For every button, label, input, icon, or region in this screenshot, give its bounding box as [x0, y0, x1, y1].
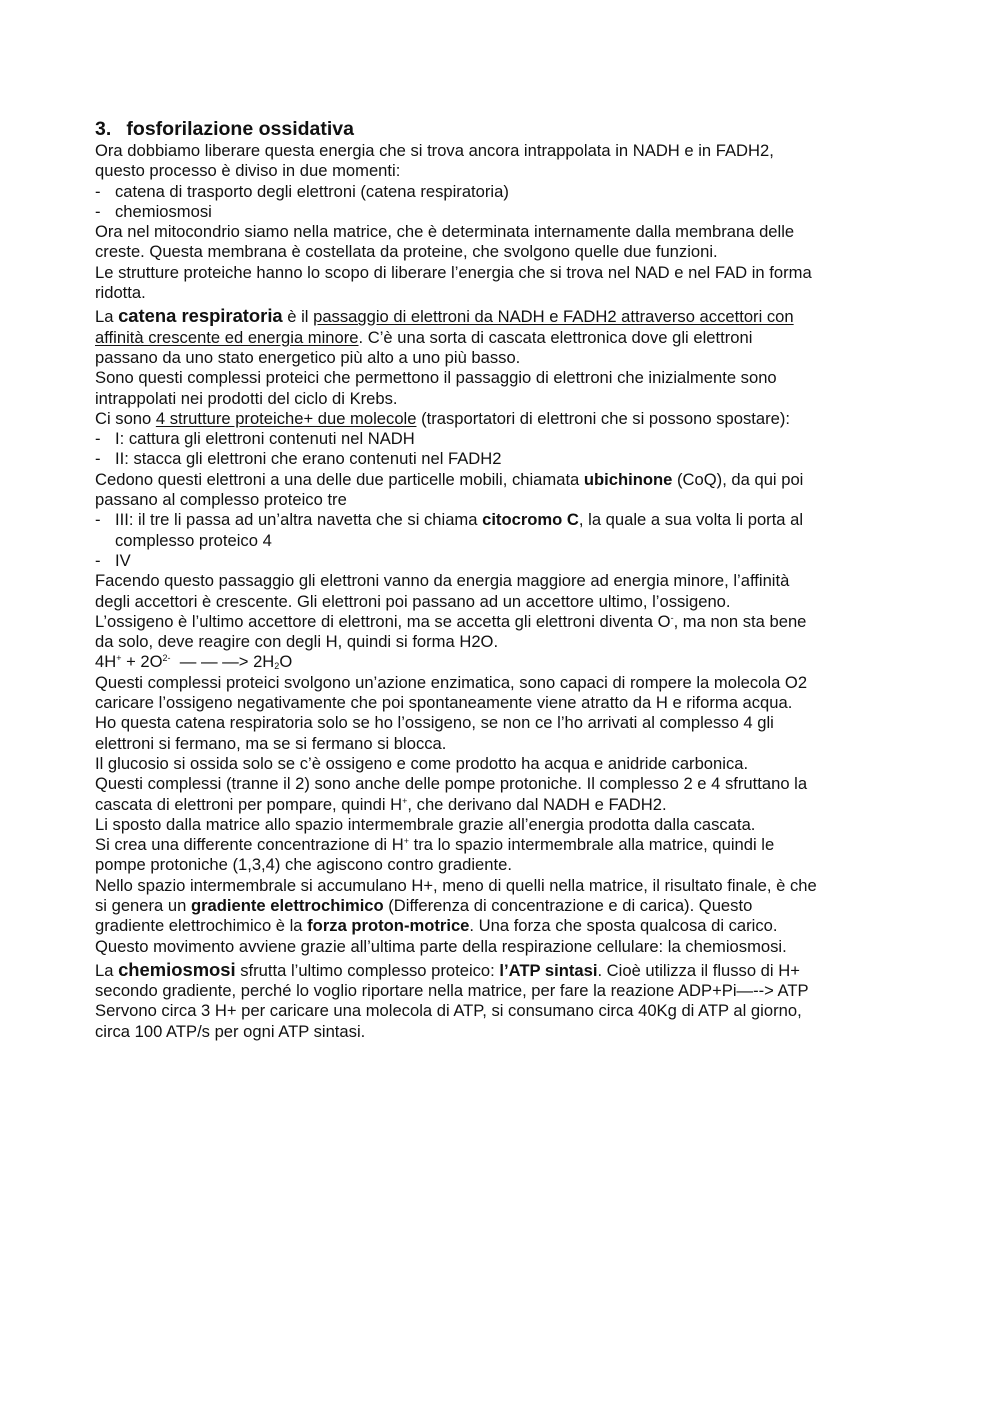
- term-catena-respiratoria: catena respiratoria: [118, 305, 283, 327]
- paragraph-line: Nello spazio intermembrale si accumulano H+, meno di quelli nella matrice, il risultato finale, è che: [95, 875, 817, 895]
- paragraph-line: Si crea una differente concentrazione di H+ tra lo spazio intermembrale alla matrice, quindi le: [95, 835, 775, 855]
- term-ubichinone: ubichinone: [583, 469, 673, 489]
- list-item: - catena di trasporto degli elettroni (catena respiratoria): [95, 181, 509, 201]
- chemiosmosi-line-1: La chemiosmosi sfrutta l’ultimo complesso proteico: l’ATP sintasi. Cioè utilizza il flusso di H+: [95, 958, 800, 980]
- paragraph-line: Questo movimento avviene grazie all’ultima parte della respirazione cellulare: la chemiosmosi.: [95, 936, 787, 956]
- paragraph-line: passano al complesso proteico tre: [95, 490, 347, 510]
- document-page: [95, 117, 915, 1042]
- chemical-equation: $4H^+ + 2O^{2-}$ — — —> $2H_2O$: [95, 652, 293, 672]
- paragraph-line: Cedono questi elettroni a una delle due particelle mobili, chiamata ubichinone (CoQ), da qui poi: [95, 469, 804, 489]
- bullet-dash: -: [95, 510, 101, 530]
- paragraph-line: pompe protoniche (1,3,4) che agiscono contro gradiente.: [95, 855, 512, 875]
- list-item: - III: il tre li passa ad un’altra navetta che si chiama citocromo C, la quale a sua volta li porta al complesso proteico 4: [95, 510, 804, 550]
- paragraph-line: Questi complessi (tranne il 2) sono anche delle pompe protoniche. Il complesso 2 e 4 sfruttano la: [95, 774, 808, 794]
- term-atp-sintasi: l’ATP sintasi: [499, 960, 598, 980]
- paragraph-line: Il glucosio si ossida solo se c’è ossigeno e come prodotto ha acqua e anidride carbonica.: [95, 753, 749, 773]
- catena-definition-line-1: La catena respiratoria è il passaggio di elettroni da NADH e FADH2 attraverso accettori con: [95, 305, 794, 327]
- paragraph-line: si genera un gradiente elettrochimico (Differenza di concentrazione e di carica). Questo: [95, 895, 753, 915]
- paragraph-line: Questi complessi proteici svolgono un’azione enzimatica, sono capaci di rompere la molecola O2: [95, 672, 808, 692]
- paragraph-line: Servono circa 3 H+ per caricare una molecola di ATP, si consumano circa 40Kg di ATP al giorno,: [95, 1001, 802, 1021]
- section-title: fosforilazione ossidativa: [126, 118, 354, 140]
- paragraph-line: Ci sono 4 strutture proteiche+ due molecole (trasportatori di elettroni che si possono spostare):: [95, 408, 791, 428]
- list-item: - I: cattura gli elettroni contenuti nel NADH: [95, 429, 415, 449]
- paragraph-line: Le strutture proteiche hanno lo scopo di liberare l’energia che si trova nel NAD e nel FAD in forma: [95, 262, 812, 282]
- paragraph-line: elettroni si fermano, ma se si fermano si blocca.: [95, 733, 447, 753]
- paragraph-line: gradiente elettrochimico è la forza proton-motrice. Una forza che sposta qualcosa di carico.: [95, 916, 778, 936]
- paragraph-line: circa 100 ATP/s per ogni ATP sintasi.: [95, 1021, 366, 1041]
- list-item: - IV: [95, 550, 131, 570]
- list-item: - chemiosmosi: [95, 201, 212, 221]
- paragraph-line: intrappolati nei prodotti del ciclo di Krebs.: [95, 388, 398, 408]
- paragraph-line: da solo, deve reagire con degli H, quindi si forma H2O.: [95, 632, 499, 652]
- paragraph-line: Ora nel mitocondrio siamo nella matrice, che è determinata internamente dalla membrana delle: [95, 222, 795, 242]
- paragraph-line: Li sposto dalla matrice allo spazio intermembrale grazie all’energia prodotta dalla cascata.: [95, 814, 756, 834]
- underlined-phrase: 4 strutture proteiche+ due molecole: [155, 408, 417, 428]
- bullet-dash: -: [95, 550, 101, 570]
- paragraph-line: L’ossigeno è l’ultimo accettore di elettroni, ma se accetta gli elettroni diventa O-, ma non sta bene: [95, 611, 807, 631]
- bullet-dash: -: [95, 429, 101, 449]
- paragraph-line: Facendo questo passaggio gli elettroni vanno da energia maggiore ad energia minore, l’affinità: [95, 571, 790, 591]
- paragraph-line: creste. Questa membrana è costellata da proteine, che svolgono quelle due funzioni.: [95, 242, 718, 262]
- paragraph-line: cascata di elettroni per pompare, quindi H+, che derivano dal NADH e FADH2.: [95, 794, 667, 814]
- term-gradiente-elettrochimico: gradiente elettrochimico: [190, 895, 384, 915]
- paragraph-line: Sono questi complessi proteici che permettono il passaggio di elettroni che inizialmente sono: [95, 368, 777, 388]
- term-citocromo-c: citocromo C: [482, 510, 579, 530]
- underlined-definition: affinità crescente ed energia minore: [95, 327, 359, 347]
- list-item: - II: stacca gli elettroni che erano contenuti nel FADH2: [95, 449, 502, 469]
- paragraph-line: ridotta.: [95, 283, 146, 303]
- term-forza-proton-motrice: forza proton-motrice: [307, 916, 470, 936]
- intro-line-1: Ora dobbiamo liberare questa energia che si trova ancora intrappolata in NADH e in FADH2,: [95, 141, 774, 160]
- paragraph-line: secondo gradiente, perché lo voglio riportare nella matrice, per fare la reazione ADP+Pi—--> ATP: [95, 981, 809, 1001]
- bullet-dash: -: [95, 201, 101, 221]
- section-heading: [95, 117, 915, 141]
- bullet-dash: -: [95, 181, 101, 201]
- paragraph-line: Ho questa catena respiratoria solo se ho l’ossigeno, se non ce l’ho arrivati al complesso 4 gli: [95, 713, 774, 733]
- paragraph-line: caricare l’ossigeno negativamente che poi spontaneamente viene atratto da H e riforma acqua.: [95, 693, 793, 713]
- bullet-dash: -: [95, 449, 101, 469]
- paragraph-line: passano da uno stato energetico più alto a uno più basso.: [95, 347, 521, 367]
- intro-line-2: questo processo è diviso in due momenti:: [95, 161, 401, 181]
- term-chemiosmosi: chemiosmosi: [118, 958, 236, 980]
- catena-definition-line-2: affinità crescente ed energia minore. C’è una sorta di cascata elettronica dove gli elettroni: [95, 327, 753, 347]
- underlined-definition: passaggio di elettroni da NADH e FADH2 attraverso accettori con: [313, 307, 794, 327]
- section-number: 3.: [95, 118, 112, 140]
- paragraph-line: degli accettori è crescente. Gli elettroni poi passano ad un accettore ultimo, l’ossigeno.: [95, 591, 731, 611]
